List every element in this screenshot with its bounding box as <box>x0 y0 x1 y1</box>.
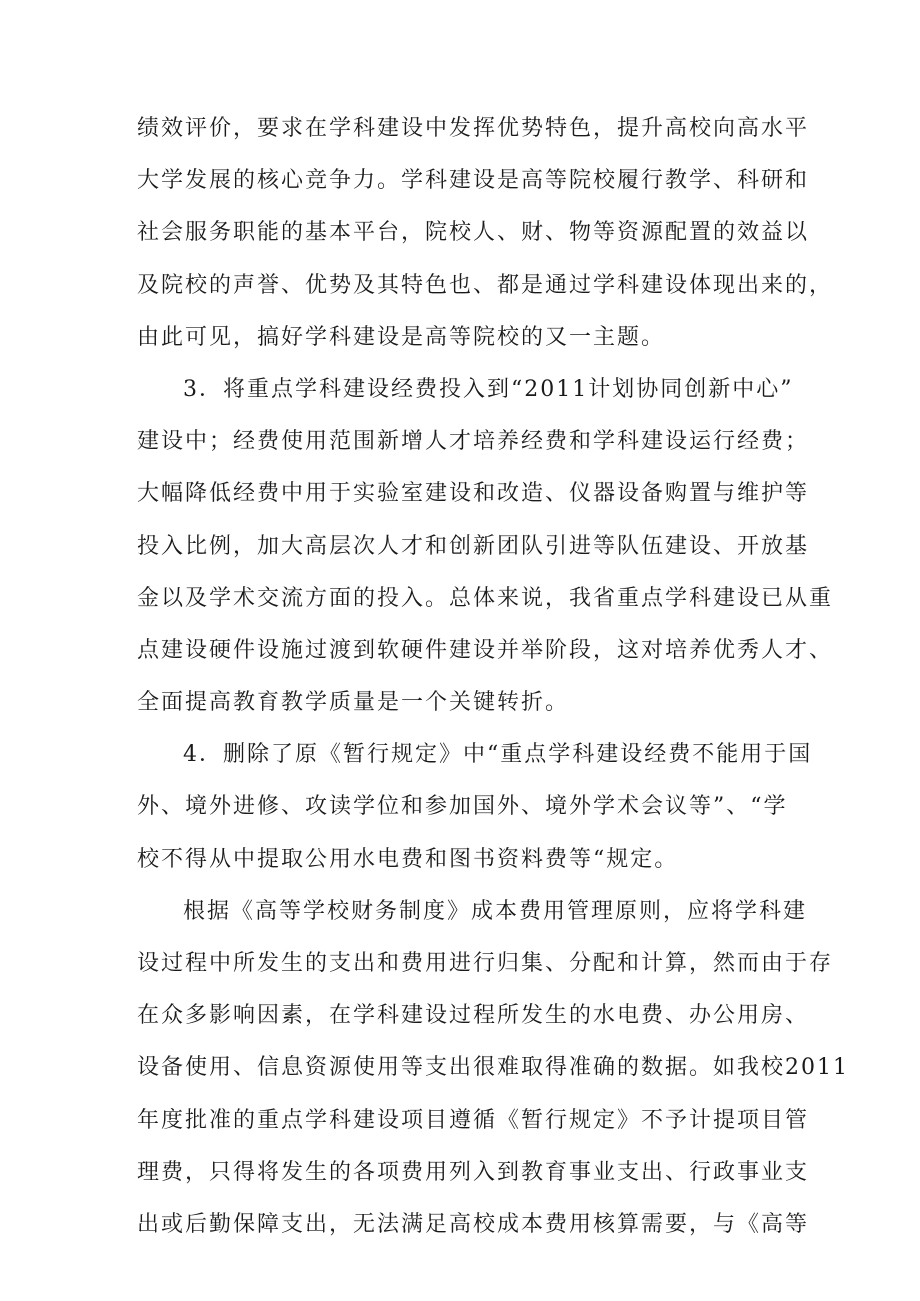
text-line: 及院校的声誉、优势及其特色也、都是通过学科建设体现出来的， <box>137 272 834 298</box>
text-line: 大幅降低经费中用于实验室建设和改造、仪器设备购置与维护等 <box>137 481 810 507</box>
text-line: 在众多影响因素，在学科建设过程所发生的水电费、办公用房、 <box>137 1003 810 1029</box>
text-line: 4．删除了原《暂行规定》中“重点学科建设经费不能用于国 <box>183 742 813 768</box>
text-line: 年度批准的重点学科建设项目遵循《暂行规定》不予计提项目管 <box>137 1107 810 1133</box>
text-line: 金以及学术交流方面的投入。总体来说，我省重点学科建设已从重 <box>137 585 834 611</box>
paragraph-item-3 <box>137 364 834 729</box>
paragraph-continuation <box>137 103 834 364</box>
text-line: 建设中；经费使用范围新增人才培养经费和学科建设运行经费； <box>137 429 810 455</box>
text-line: 设备使用、信息资源使用等支出很难取得准确的数据。如我校2011 <box>137 1055 849 1081</box>
text-line: 由此可见，搞好学科建设是高等院校的又一主题。 <box>137 324 666 350</box>
text-line: 点建设硬件设施过渡到软硬件建设并举阶段，这对培养优秀人才、 <box>137 637 834 663</box>
text-line: 出或后勤保障支出，无法满足高校成本费用核算需要，与《高等 <box>137 1211 810 1237</box>
text-line: 理费，只得将发生的各项费用列入到教育事业支出、行政事业支 <box>137 1159 810 1185</box>
paragraph-item-4 <box>137 729 813 886</box>
text-line: 大学发展的核心竞争力。学科建设是高等院校履行教学、科研和 <box>137 168 810 194</box>
paragraph-cost-management <box>137 886 849 1251</box>
text-line: 社会服务职能的基本平台，院校人、财、物等资源配置的效益以 <box>137 220 810 246</box>
text-line: 外、境外进修、攻读学位和参加国外、境外学术会议等”、“学 <box>137 794 788 820</box>
text-line: 3．将重点学科建设经费投入到“2011计划协同创新中心” <box>183 376 794 402</box>
text-line: 绩效评价，要求在学科建设中发挥优势特色，提升高校向高水平 <box>137 116 810 141</box>
text-line: 全面提高教育教学质量是一个关键转折。 <box>137 690 570 716</box>
text-line: 校不得从中提取公用水电费和图书资料费等“规定。 <box>137 846 679 872</box>
text-line: 设过程中所发生的支出和费用进行归集、分配和计算，然而由于存 <box>137 951 834 976</box>
body-text <box>137 103 849 1251</box>
text-line: 投入比例，加大高层次人才和创新团队引进等队伍建设、开放基 <box>137 533 810 559</box>
text-line: 根据《高等学校财务制度》成本费用管理原则，应将学科建 <box>183 898 808 924</box>
